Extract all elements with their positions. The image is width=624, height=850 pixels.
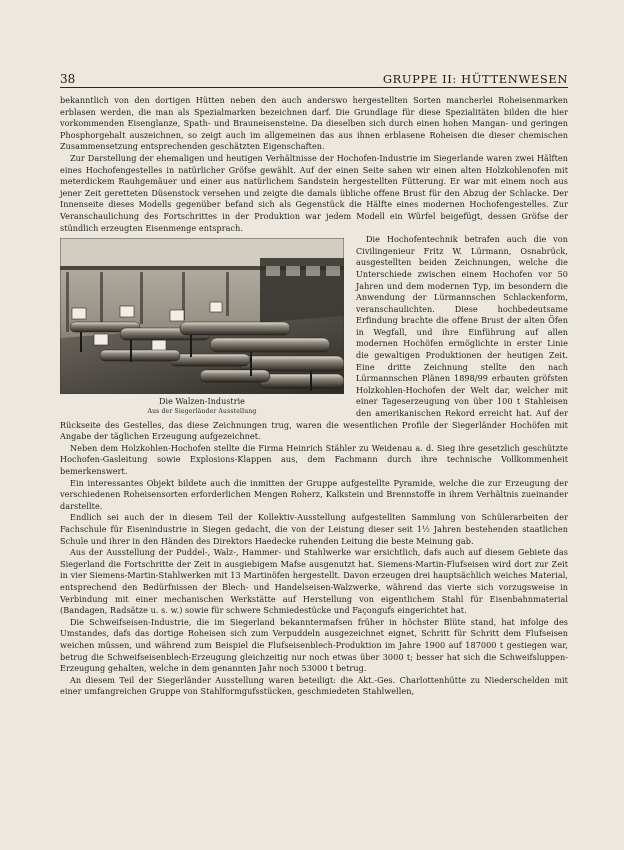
body-text bbox=[60, 95, 568, 698]
page-number: 38 bbox=[60, 72, 76, 86]
paragraph: Die Schweifseisen-Industrie, die im Siegerland bekanntermafsen früher in höchster Blüte stand, hat infolge des Umstandes, dafs das dortige Roheisen sich zum Verpuddeln ausgezeichnet eignet, Schritt für Schritt dem Flufseisen weichen müssen, und während zum Beispiel die Flufseisenblech-Produktion im Jahre 1900 auf 187000 t gestiegen war, betrug die Schweifseisenblech-Erzeugung gleichzeitig nur noch etwas über 3000 t; besser hat sich die Schweifsluppen-Erzeugung gehalten, welche in dem genannten Jahr noch 53000 t betrug. bbox=[60, 616, 568, 674]
paragraph: Zur Darstellung der ehemaligen und heutigen Verhältnisse der Hochofen-Industrie im Siegerlande waren zwei Hälften eines Hochofengestelles in natürlicher Gröfse gewählt. Auf der einen Seite sahen wir einen alten Holzkohlenofen mit meterdickem Rauhgemäuer und einer aus natürlichem Sandstein hergestellten Fütterung. Er war mit einem noch aus jener Zeit geretteten Düsenstock versehen und zeigte die damals übliche offene Brust für den Abzug der Schlacke. Der Innenseite dieses Modells gegenüber befand sich als Gegenstück die Hälfte eines modernen Hochofengestelles. Zur Veranschaulichung des Fortschrittes in der Produktion war jedem Modell ein Würfel beigefügt, dessen Gröfse der stündlich erzeugten Eisenmenge entsprach. bbox=[60, 152, 568, 233]
photo-walzen-industrie bbox=[60, 238, 344, 394]
running-head: GRUPPE II: HÜTTENWESEN bbox=[382, 72, 568, 86]
caption-subtitle: Aus der Siegerländer Ausstellung bbox=[147, 408, 257, 416]
paragraph: bekanntlich von den dortigen Hütten neben den auch anderswo hergestellten Sorten mancherlei Roheisenmarken erblasen werden, die man als Spezialmarken bezeichnen darf. Die Grundlage für diese Spezialitäten bilden die hier vorkommenden Eisenglanze, Spath- und Brauneisensteine. Da dieselben sich durch einen hohen Mangan- und geringen Phosphorgehalt auszeichnen, so zeigt auch im allgemeinen das aus ihnen erblasene Roheisen die dieser chemischen Zusammensetzung entsprechenden geschätzten Eigenschaften. bbox=[60, 95, 568, 152]
caption-title: Die Walzen-Industrie bbox=[159, 397, 245, 407]
paragraph: Endlich sei auch der in diesem Teil der Kollektiv-Ausstellung aufgestellten Sammlung von Schülerarbeiten der Fachschule für Eisenindustrie in Siegen gedacht, die von der Leistung dieser seit 1½ Jahren bestehenden staatlichen Schule und ihrer in den Händen des Direktors Haedecke ruhenden Leitung die beste Meinung gab. bbox=[60, 512, 568, 546]
figure-caption bbox=[60, 397, 344, 416]
paragraph: Neben dem Holzkohlen-Hochofen stellte die Firma Heinrich Stähler zu Weidenau a. d. Sieg ihre gesetzlich geschützte Hochofen-Gasleitung sowie Explosions-Klappen aus, dem Fachmann durch ihre technische Vollkommenheit bemerkenswert. bbox=[60, 442, 568, 476]
paragraph: An diesem Teil der Siegerländer Ausstellung waren beteiligt: die Akt.-Ges. Charlottenhütte zu Niederschelden mit einer umfangreichen Gruppe von Stahlformgufsstücken, geschmiedeten Stahlwellen, bbox=[60, 674, 568, 697]
page bbox=[60, 72, 568, 698]
paragraph: Aus der Ausstellung der Puddel-, Walz-, Hammer- und Stahlwerke war ersichtlich, dafs auch auf diesem Gebiete das Siegerland die Fortschritte der Zeit in ausgiebigem Mafse ausgenutzt hat. Siemens-Martin-Flufseisen wird dort zur Zeit in vier Siemens-Martin-Stahlwerken mit 13 Martinöfen hergestellt. Davon erzeugen drei hauptsächlich weiches Material, entsprechend den Bedürfnissen der Blech- und Handelseisen-Walzwerke, während das vierte sich vorzugsweise in Verbindung mit einer mechanischen Werkstätte auf Herstellung von eigentlichem Stahl für Eisenbahnmaterial (Bandagen, Radsätze u. s. w.) sowie für schwere Schmiedestücke und Façongufs eingerichtet hat. bbox=[60, 547, 568, 616]
paragraph: Ein interessantes Objekt bildete auch die inmitten der Gruppe aufgestellte Pyramide, welche die zur Erzeugung der verschiedenen Roheisensorten erforderlichen Mengen Roherz, Kalkstein und Brennstoffe in ihrem Verhältnis zueinander darstellte. bbox=[60, 477, 568, 511]
figure bbox=[60, 238, 344, 416]
paragraph: Die Hochofentechnik betrafen auch die von Civilingenieur Fritz W. Lürmann, Osnabrück, ausgestellten beiden Zeichnungen, welche die Unterschiede zwischen einem Hochofen vor 50 Jahren und dem modernen Typ, im besondern die Anwendung der Lürmannschen Schlackenform, veranschaulichten. Diese hochbedeutsame Erfindung brachte die offene Brust der alten Öfen in Wegfall, und ihre Einführung auf allen modernen Hochöfen ermöglichte in erster Linie die gewaltigen Produktionen der heutigen Zeit. Eine dritte Zeichnung stellte den nach Lürmannschen Plänen 1898/99 erbauten gröfsten Holzkohlen-Hochofen der Welt dar, welcher mit einer Tageserzeugung von über 100 t Stahleisen den amerikanischen Rekord erreicht hat. Auf der Rückseite des Gestelles, das diese Zeichnungen trug, waren die wesentlichen Profile der Siegerländer Hochöfen mit Angabe der täglichen Erzeugung aufgezeichnet. bbox=[60, 234, 568, 442]
page-header bbox=[60, 72, 568, 88]
